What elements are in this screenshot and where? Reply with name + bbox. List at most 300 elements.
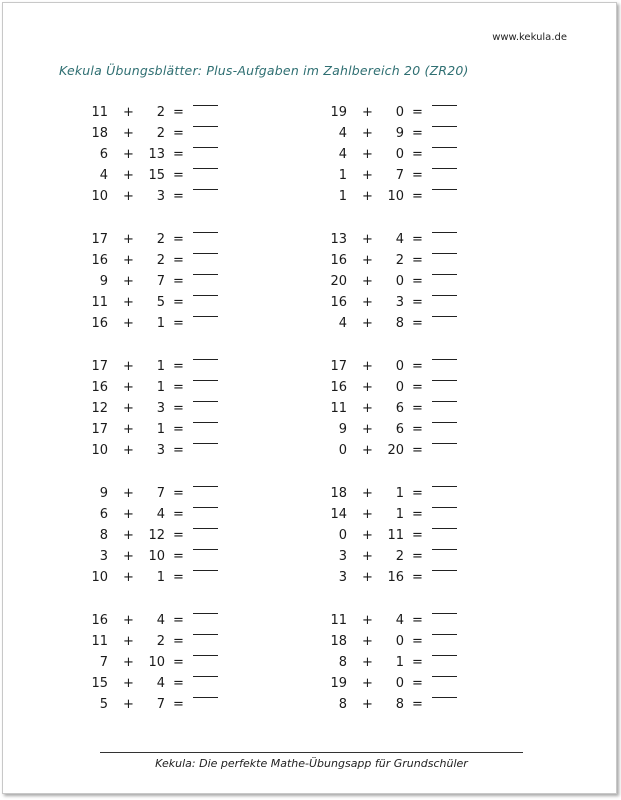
exercise-block [321, 486, 501, 613]
exercise-row [321, 570, 501, 591]
plus-sign: + [362, 528, 373, 543]
answer-blank[interactable] [432, 676, 457, 677]
equals-sign: = [412, 295, 423, 310]
second-addend: 4 [395, 613, 404, 628]
answer-blank[interactable] [193, 168, 218, 169]
second-addend: 7 [156, 274, 165, 289]
answer-blank[interactable] [193, 422, 218, 423]
plus-sign: + [362, 655, 373, 670]
exercise-row [321, 189, 501, 210]
equals-sign: = [412, 126, 423, 141]
answer-blank[interactable] [193, 295, 218, 296]
exercise-row [82, 486, 262, 507]
answer-blank[interactable] [193, 253, 218, 254]
second-addend: 20 [387, 443, 404, 458]
equals-sign: = [412, 316, 423, 331]
first-addend: 0 [338, 528, 347, 543]
footer-divider [100, 752, 523, 753]
first-addend: 0 [338, 443, 347, 458]
equals-sign: = [412, 359, 423, 374]
plus-sign: + [123, 359, 134, 374]
answer-blank[interactable] [432, 528, 457, 529]
second-addend: 10 [148, 549, 165, 564]
exercise-block [321, 359, 501, 486]
plus-sign: + [123, 274, 134, 289]
answer-blank[interactable] [432, 295, 457, 296]
plus-sign: + [362, 189, 373, 204]
plus-sign: + [123, 570, 134, 585]
plus-sign: + [362, 316, 373, 331]
first-addend: 17 [91, 232, 108, 247]
second-addend: 3 [395, 295, 404, 310]
exercise-row [82, 528, 262, 549]
first-addend: 10 [91, 443, 108, 458]
equals-sign: = [173, 253, 184, 268]
exercise-block [321, 105, 501, 232]
plus-sign: + [362, 295, 373, 310]
first-addend: 4 [99, 168, 108, 183]
first-addend: 17 [330, 359, 347, 374]
exercise-row [321, 168, 501, 189]
plus-sign: + [362, 232, 373, 247]
answer-blank[interactable] [432, 189, 457, 190]
plus-sign: + [362, 168, 373, 183]
second-addend: 1 [156, 380, 165, 395]
first-addend: 4 [338, 316, 347, 331]
equals-sign: = [173, 634, 184, 649]
first-addend: 3 [338, 570, 347, 585]
equals-sign: = [412, 528, 423, 543]
first-addend: 8 [338, 655, 347, 670]
answer-blank[interactable] [193, 634, 218, 635]
second-addend: 1 [156, 359, 165, 374]
exercise-row [82, 634, 262, 655]
equals-sign: = [412, 105, 423, 120]
exercise-row [321, 676, 501, 697]
exercise-row [321, 380, 501, 401]
first-addend: 16 [91, 613, 108, 628]
first-addend: 7 [99, 655, 108, 670]
first-addend: 18 [91, 126, 108, 141]
plus-sign: + [123, 528, 134, 543]
answer-blank[interactable] [432, 655, 457, 656]
equals-sign: = [412, 168, 423, 183]
second-addend: 1 [156, 316, 165, 331]
plus-sign: + [362, 253, 373, 268]
equals-sign: = [412, 422, 423, 437]
exercise-row [321, 253, 501, 274]
answer-blank[interactable] [193, 126, 218, 127]
equals-sign: = [173, 105, 184, 120]
exercise-block [321, 232, 501, 359]
plus-sign: + [362, 443, 373, 458]
equals-sign: = [412, 443, 423, 458]
answer-blank[interactable] [432, 380, 457, 381]
exercise-row [82, 147, 262, 168]
answer-blank[interactable] [432, 613, 457, 614]
exercise-row [321, 507, 501, 528]
website-url[interactable]: www.kekula.de [492, 32, 567, 43]
plus-sign: + [123, 697, 134, 712]
exercise-row [82, 359, 262, 380]
plus-sign: + [123, 232, 134, 247]
first-addend: 9 [99, 274, 108, 289]
plus-sign: + [362, 634, 373, 649]
second-addend: 2 [156, 105, 165, 120]
exercise-row [321, 316, 501, 337]
plus-sign: + [362, 105, 373, 120]
exercise-row [321, 613, 501, 634]
plus-sign: + [362, 401, 373, 416]
answer-blank[interactable] [193, 359, 218, 360]
exercise-row [82, 253, 262, 274]
second-addend: 3 [156, 401, 165, 416]
second-addend: 0 [395, 147, 404, 162]
first-addend: 16 [330, 295, 347, 310]
plus-sign: + [123, 507, 134, 522]
answer-blank[interactable] [432, 253, 457, 254]
answer-blank[interactable] [432, 359, 457, 360]
exercise-row [321, 549, 501, 570]
exercise-row [82, 549, 262, 570]
exercise-column-left [82, 105, 262, 740]
second-addend: 4 [156, 676, 165, 691]
first-addend: 10 [91, 570, 108, 585]
first-addend: 1 [338, 189, 347, 204]
exercise-row [82, 380, 262, 401]
second-addend: 5 [156, 295, 165, 310]
equals-sign: = [412, 613, 423, 628]
plus-sign: + [123, 316, 134, 331]
second-addend: 1 [395, 507, 404, 522]
second-addend: 2 [395, 253, 404, 268]
first-addend: 20 [330, 274, 347, 289]
exercise-row [82, 655, 262, 676]
first-addend: 3 [338, 549, 347, 564]
first-addend: 18 [330, 634, 347, 649]
exercise-row [82, 189, 262, 210]
exercise-block [82, 486, 262, 613]
equals-sign: = [173, 401, 184, 416]
plus-sign: + [362, 676, 373, 691]
second-addend: 0 [395, 380, 404, 395]
plus-sign: + [123, 253, 134, 268]
second-addend: 7 [156, 486, 165, 501]
plus-sign: + [123, 655, 134, 670]
exercise-column-right [321, 105, 501, 740]
exercise-block [82, 359, 262, 486]
equals-sign: = [173, 316, 184, 331]
answer-blank[interactable] [432, 274, 457, 275]
answer-blank[interactable] [193, 189, 218, 190]
answer-blank[interactable] [432, 486, 457, 487]
exercise-block [82, 105, 262, 232]
exercise-row [321, 147, 501, 168]
first-addend: 1 [338, 168, 347, 183]
second-addend: 7 [156, 697, 165, 712]
worksheet-page [2, 2, 617, 794]
answer-blank[interactable] [193, 507, 218, 508]
equals-sign: = [173, 655, 184, 670]
second-addend: 6 [395, 422, 404, 437]
first-addend: 16 [91, 380, 108, 395]
plus-sign: + [123, 613, 134, 628]
equals-sign: = [412, 274, 423, 289]
first-addend: 19 [330, 676, 347, 691]
first-addend: 16 [330, 253, 347, 268]
answer-blank[interactable] [193, 401, 218, 402]
answer-blank[interactable] [193, 316, 218, 317]
first-addend: 11 [91, 634, 108, 649]
second-addend: 13 [148, 147, 165, 162]
exercise-row [321, 528, 501, 549]
answer-blank[interactable] [432, 126, 457, 127]
equals-sign: = [173, 570, 184, 585]
equals-sign: = [173, 359, 184, 374]
second-addend: 2 [156, 634, 165, 649]
answer-blank[interactable] [193, 232, 218, 233]
second-addend: 3 [156, 443, 165, 458]
equals-sign: = [173, 697, 184, 712]
answer-blank[interactable] [193, 380, 218, 381]
answer-blank[interactable] [432, 507, 457, 508]
exercise-row [82, 676, 262, 697]
first-addend: 9 [99, 486, 108, 501]
answer-blank[interactable] [193, 147, 218, 148]
exercise-block [82, 613, 262, 740]
plus-sign: + [123, 189, 134, 204]
equals-sign: = [412, 655, 423, 670]
second-addend: 10 [387, 189, 404, 204]
equals-sign: = [412, 401, 423, 416]
answer-blank[interactable] [432, 232, 457, 233]
equals-sign: = [173, 168, 184, 183]
second-addend: 4 [395, 232, 404, 247]
second-addend: 16 [387, 570, 404, 585]
second-addend: 7 [395, 168, 404, 183]
equals-sign: = [412, 253, 423, 268]
exercise-row [321, 697, 501, 718]
equals-sign: = [412, 147, 423, 162]
plus-sign: + [123, 105, 134, 120]
exercise-row [82, 168, 262, 189]
answer-blank[interactable] [193, 697, 218, 698]
first-addend: 9 [338, 422, 347, 437]
answer-blank[interactable] [432, 570, 457, 571]
exercise-row [321, 401, 501, 422]
plus-sign: + [123, 168, 134, 183]
exercise-row [321, 105, 501, 126]
second-addend: 4 [156, 507, 165, 522]
second-addend: 12 [148, 528, 165, 543]
first-addend: 10 [91, 189, 108, 204]
first-addend: 4 [338, 147, 347, 162]
answer-blank[interactable] [432, 443, 457, 444]
answer-blank[interactable] [193, 655, 218, 656]
exercise-row [82, 126, 262, 147]
plus-sign: + [123, 126, 134, 141]
equals-sign: = [412, 189, 423, 204]
exercise-row [321, 443, 501, 464]
second-addend: 2 [156, 232, 165, 247]
plus-sign: + [362, 697, 373, 712]
first-addend: 12 [91, 401, 108, 416]
second-addend: 4 [156, 613, 165, 628]
exercise-row [82, 443, 262, 464]
plus-sign: + [362, 507, 373, 522]
exercise-row [82, 274, 262, 295]
first-addend: 18 [330, 486, 347, 501]
second-addend: 10 [148, 655, 165, 670]
first-addend: 16 [91, 253, 108, 268]
answer-blank[interactable] [193, 570, 218, 571]
first-addend: 11 [330, 613, 347, 628]
equals-sign: = [173, 507, 184, 522]
second-addend: 9 [395, 126, 404, 141]
plus-sign: + [362, 126, 373, 141]
exercise-row [321, 486, 501, 507]
first-addend: 11 [91, 105, 108, 120]
plus-sign: + [123, 147, 134, 162]
equals-sign: = [173, 486, 184, 501]
answer-blank[interactable] [432, 634, 457, 635]
equals-sign: = [173, 528, 184, 543]
plus-sign: + [123, 295, 134, 310]
exercise-row [82, 105, 262, 126]
exercise-row [82, 232, 262, 253]
first-addend: 8 [99, 528, 108, 543]
second-addend: 2 [395, 549, 404, 564]
equals-sign: = [412, 634, 423, 649]
first-addend: 6 [99, 147, 108, 162]
first-addend: 16 [91, 316, 108, 331]
answer-blank[interactable] [193, 105, 218, 106]
second-addend: 1 [395, 655, 404, 670]
plus-sign: + [362, 380, 373, 395]
answer-blank[interactable] [193, 613, 218, 614]
plus-sign: + [123, 634, 134, 649]
equals-sign: = [412, 232, 423, 247]
footer-text: Kekula: Die perfekte Mathe-Übungsapp für Grundschüler [155, 757, 468, 770]
plus-sign: + [362, 486, 373, 501]
answer-blank[interactable] [432, 168, 457, 169]
plus-sign: + [362, 613, 373, 628]
exercise-row [82, 697, 262, 718]
answer-blank[interactable] [193, 528, 218, 529]
answer-blank[interactable] [432, 422, 457, 423]
equals-sign: = [412, 697, 423, 712]
exercise-row [82, 316, 262, 337]
equals-sign: = [412, 549, 423, 564]
first-addend: 11 [91, 295, 108, 310]
first-addend: 3 [99, 549, 108, 564]
exercise-row [321, 634, 501, 655]
worksheet-title: Kekula Übungsblätter: Plus-Aufgaben im Zahlbereich 20 (ZR20) [59, 63, 469, 78]
exercise-row [82, 401, 262, 422]
first-addend: 19 [330, 105, 347, 120]
plus-sign: + [362, 422, 373, 437]
first-addend: 17 [91, 422, 108, 437]
equals-sign: = [173, 274, 184, 289]
answer-blank[interactable] [193, 549, 218, 550]
equals-sign: = [173, 126, 184, 141]
second-addend: 0 [395, 634, 404, 649]
equals-sign: = [412, 486, 423, 501]
second-addend: 0 [395, 274, 404, 289]
second-addend: 1 [395, 486, 404, 501]
second-addend: 6 [395, 401, 404, 416]
exercise-row [82, 507, 262, 528]
exercise-row [321, 359, 501, 380]
plus-sign: + [362, 274, 373, 289]
first-addend: 15 [91, 676, 108, 691]
answer-blank[interactable] [193, 676, 218, 677]
exercise-row [82, 570, 262, 591]
answer-blank[interactable] [432, 316, 457, 317]
exercise-block [82, 232, 262, 359]
exercise-row [82, 295, 262, 316]
answer-blank[interactable] [432, 697, 457, 698]
first-addend: 11 [330, 401, 347, 416]
exercise-row [321, 274, 501, 295]
plus-sign: + [123, 549, 134, 564]
plus-sign: + [123, 380, 134, 395]
answer-blank[interactable] [193, 443, 218, 444]
plus-sign: + [362, 549, 373, 564]
answer-blank[interactable] [193, 274, 218, 275]
exercise-block [321, 613, 501, 740]
equals-sign: = [173, 443, 184, 458]
equals-sign: = [173, 295, 184, 310]
exercise-row [82, 422, 262, 443]
plus-sign: + [123, 422, 134, 437]
plus-sign: + [362, 570, 373, 585]
answer-blank[interactable] [432, 401, 457, 402]
first-addend: 16 [330, 380, 347, 395]
equals-sign: = [412, 570, 423, 585]
equals-sign: = [173, 422, 184, 437]
equals-sign: = [173, 549, 184, 564]
equals-sign: = [173, 676, 184, 691]
second-addend: 11 [387, 528, 404, 543]
first-addend: 4 [338, 126, 347, 141]
equals-sign: = [412, 507, 423, 522]
plus-sign: + [362, 359, 373, 374]
answer-blank[interactable] [432, 147, 457, 148]
first-addend: 5 [99, 697, 108, 712]
second-addend: 1 [156, 422, 165, 437]
exercise-row [321, 655, 501, 676]
second-addend: 2 [156, 253, 165, 268]
plus-sign: + [123, 676, 134, 691]
answer-blank[interactable] [432, 549, 457, 550]
second-addend: 0 [395, 359, 404, 374]
second-addend: 0 [395, 676, 404, 691]
plus-sign: + [362, 147, 373, 162]
equals-sign: = [412, 676, 423, 691]
equals-sign: = [173, 232, 184, 247]
answer-blank[interactable] [193, 486, 218, 487]
plus-sign: + [123, 443, 134, 458]
second-addend: 1 [156, 570, 165, 585]
exercise-row [321, 295, 501, 316]
equals-sign: = [173, 380, 184, 395]
exercise-row [321, 232, 501, 253]
equals-sign: = [173, 189, 184, 204]
plus-sign: + [123, 401, 134, 416]
answer-blank[interactable] [432, 105, 457, 106]
exercise-row [321, 422, 501, 443]
